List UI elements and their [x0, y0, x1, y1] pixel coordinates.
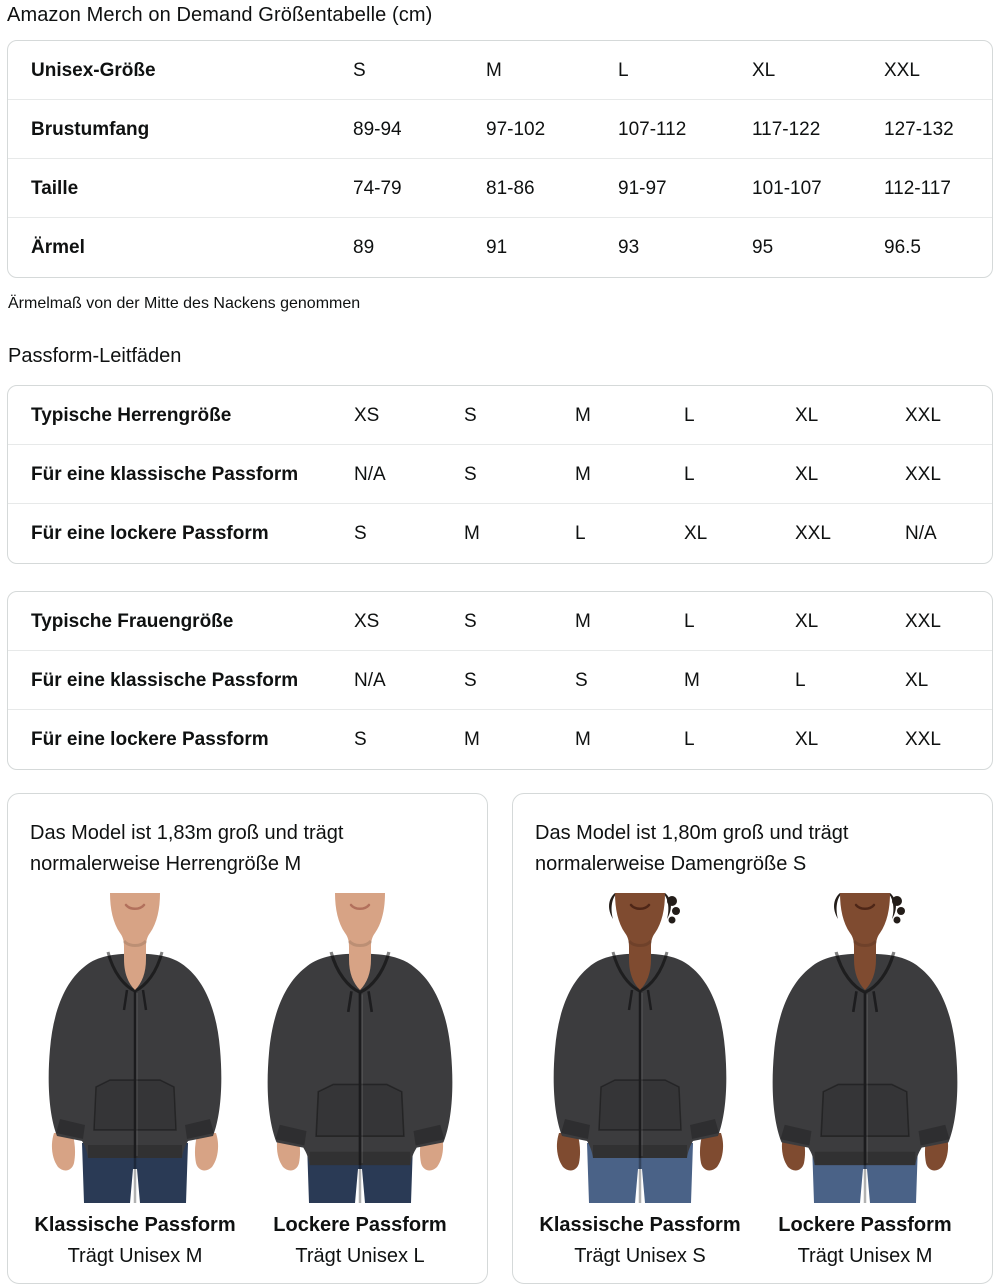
page-title: Amazon Merch on Demand Größentabelle (cm) [7, 4, 433, 26]
value-cell: XL [905, 669, 929, 691]
row-label: Unisex-Größe [31, 59, 156, 81]
row-label: Typische Herrengröße [31, 404, 232, 426]
model-figure [760, 893, 970, 1268]
womens-classic-fit-photo [535, 893, 745, 1203]
value-cell: XL [795, 404, 819, 426]
row-label: Ärmel [31, 237, 85, 258]
value-cell: S [354, 523, 367, 544]
photo-caption [255, 1213, 465, 1268]
value-cell: M [575, 404, 591, 426]
value-cell: S [464, 610, 477, 632]
wears-label: Trägt Unisex M [797, 1245, 933, 1267]
value-cell: M [575, 463, 591, 485]
model-figure [255, 893, 465, 1268]
value-cell: 74-79 [353, 177, 402, 199]
womens-model-card [512, 793, 993, 1284]
value-cell: N/A [354, 669, 386, 691]
size-header-cell: XL [752, 59, 776, 81]
value-cell: XXL [905, 729, 941, 750]
value-cell: XXL [905, 463, 941, 485]
mens-model-card [7, 793, 488, 1284]
row-label: Für eine lockere Passform [31, 729, 269, 750]
value-cell: L [684, 729, 695, 750]
model-description: Das Model ist 1,80m groß und trägt normalerweise Damengröße S [535, 822, 849, 875]
value-cell: 91-97 [618, 177, 667, 199]
value-cell: XL [795, 610, 819, 632]
value-cell: M [464, 523, 480, 544]
value-cell: L [684, 610, 695, 632]
size-header-cell: L [618, 59, 629, 81]
row-label: Taille [31, 177, 79, 199]
sleeve-measurement-note: Ärmelmaß von der Mitte des Nackens genommen [8, 295, 361, 312]
value-cell: S [464, 669, 477, 691]
value-cell: 127-132 [884, 118, 954, 140]
fit-label: Lockere Passform [273, 1214, 447, 1236]
value-cell: S [575, 669, 588, 691]
model-figure [535, 893, 745, 1268]
value-cell: XS [354, 610, 380, 632]
value-cell: 117-122 [752, 118, 821, 140]
fit-label: Lockere Passform [778, 1214, 952, 1236]
value-cell: N/A [354, 463, 386, 485]
wears-label: Trägt Unisex S [574, 1245, 706, 1267]
row-label: Brustumfang [31, 118, 150, 140]
size-header-cell: S [353, 59, 366, 81]
value-cell: 95 [752, 237, 774, 258]
value-cell: 107-112 [618, 118, 687, 140]
table-row [8, 504, 992, 563]
value-cell: 112-117 [884, 177, 951, 199]
value-cell: XXL [905, 404, 941, 426]
value-cell: 97-102 [486, 118, 546, 140]
size-header-cell: M [486, 59, 502, 81]
row-label: Typische Frauengröße [31, 610, 234, 632]
model-figure [30, 893, 240, 1268]
value-cell: XXL [905, 610, 941, 632]
table-row [8, 710, 992, 769]
value-cell: S [464, 404, 477, 426]
row-label: Für eine klassische Passform [31, 669, 299, 691]
photo-caption [760, 1213, 970, 1268]
fit-label: Klassische Passform [539, 1214, 741, 1236]
value-cell: L [684, 404, 695, 426]
table-row [8, 100, 992, 159]
value-cell: N/A [905, 523, 937, 544]
value-cell: 96.5 [884, 237, 921, 258]
mens-classic-fit-photo [30, 893, 240, 1203]
table-row [8, 445, 992, 504]
value-cell: XL [684, 523, 708, 544]
fit-guides-heading: Passform-Leitfäden [8, 345, 182, 367]
value-cell: 89 [353, 237, 375, 258]
table-row [8, 651, 992, 710]
value-cell: L [684, 463, 695, 485]
row-label: Für eine klassische Passform [31, 463, 299, 485]
model-photos [28, 893, 467, 1268]
table-row [8, 386, 992, 445]
womens-fit-guide-table [7, 591, 993, 770]
value-cell: 81-86 [486, 177, 535, 199]
value-cell: XXL [795, 523, 831, 544]
table-row [8, 159, 992, 218]
photo-caption [535, 1213, 745, 1268]
table-row [8, 218, 992, 277]
mens-loose-fit-photo [255, 893, 465, 1203]
photo-caption [30, 1213, 240, 1268]
value-cell: L [575, 523, 586, 544]
value-cell: XL [795, 463, 819, 485]
table-row [8, 592, 992, 651]
value-cell: XS [354, 404, 380, 426]
value-cell: M [464, 729, 480, 750]
model-description: Das Model ist 1,83m groß und trägt normalerweise Herrengröße M [30, 822, 344, 875]
mens-fit-guide-table [7, 385, 993, 564]
fit-label: Klassische Passform [34, 1214, 236, 1236]
value-cell: 91 [486, 237, 508, 258]
value-cell: 89-94 [353, 118, 402, 140]
value-cell: M [575, 729, 591, 750]
womens-loose-fit-photo [760, 893, 970, 1203]
value-cell: XL [795, 729, 819, 750]
value-cell: M [684, 669, 700, 691]
value-cell: S [354, 729, 367, 750]
model-photos [533, 893, 972, 1268]
wears-label: Trägt Unisex L [295, 1245, 425, 1267]
model-cards [7, 793, 993, 1284]
table-row [8, 41, 992, 100]
value-cell: M [575, 610, 591, 632]
value-cell: 93 [618, 237, 640, 258]
value-cell: 101-107 [752, 177, 822, 199]
wears-label: Trägt Unisex M [67, 1245, 203, 1267]
value-cell: L [795, 669, 806, 691]
value-cell: S [464, 463, 477, 485]
unisex-size-table [7, 40, 993, 278]
row-label: Für eine lockere Passform [31, 523, 269, 544]
size-header-cell: XXL [884, 59, 920, 81]
